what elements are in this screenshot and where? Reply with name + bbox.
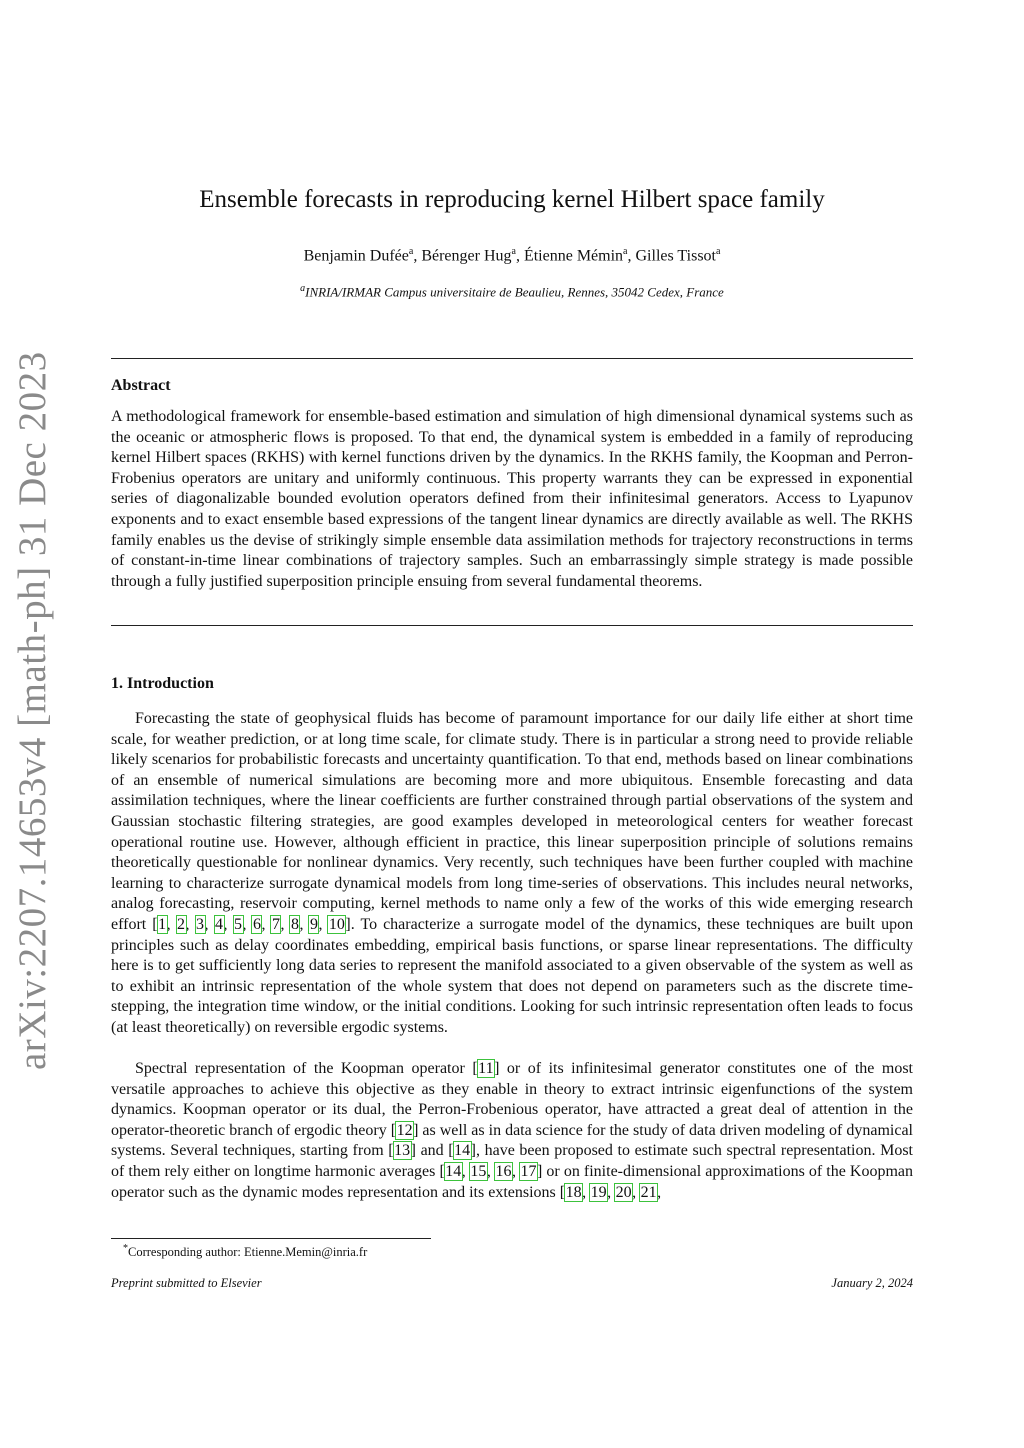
author-separator: , xyxy=(413,247,422,265)
citation-link[interactable]: 6 xyxy=(252,915,261,933)
author-separator: , xyxy=(627,247,636,265)
author-affiliation-marker: a xyxy=(511,246,516,257)
body-text: ] or of its infinitesimal generator constitutes one of the most versatile approaches to achieve this objective as they enable in theory to extract intrinsic eigenfunctions of the system dynamics. Koopman operator or its dual, the Perron-Frobenious operator, have attracted a great deal of attention in the operator-theoretic branch of ergodic theory [ xyxy=(111,1060,914,1139)
body-text: ], have been proposed to estimate such spectral representation. Most of them rely either on longtime harmonic averages [ xyxy=(111,1142,914,1180)
author-name: Gilles Tissot xyxy=(635,247,716,265)
body-text: ] and [ xyxy=(410,1142,454,1160)
arxiv-identifier-stamp: arXiv:2207.14653v4 [math-ph] 31 Dec 2023 xyxy=(11,351,54,1070)
body-text: ]. To characterize a surrogate model of the dynamics, these techniques are built upon principles such as delay coordinates embedding, empirical basis functions, or sparse linear representations. The difficulty here is to get sufficiently long data series to represent the manifold associated to a given observable of the system as well as to exhibit an intrinsic representation of the whole system that does not depend on parameters such as the discrete time-stepping, the integration time window, or the initial conditions. Looking for such intrinsic representation often leads to focus (at least theoretically) on reversible ergodic systems. xyxy=(111,915,914,1036)
citation-link[interactable]: 10 xyxy=(328,915,345,933)
citation-link[interactable]: 13 xyxy=(394,1142,411,1160)
citation-link[interactable]: 2 xyxy=(177,915,186,933)
citation-link[interactable]: 3 xyxy=(196,915,205,933)
body-text: ] as well as in data science for the study of data driven modeling of dynamical systems. Several techniques, starting from [ xyxy=(111,1121,913,1160)
citation-link[interactable]: 15 xyxy=(470,1162,487,1180)
citation-link[interactable]: 1 xyxy=(158,915,167,933)
body-text: , xyxy=(223,915,234,933)
body-text: , xyxy=(318,915,329,933)
abstract-heading: Abstract xyxy=(111,377,171,394)
citation-link[interactable]: 14 xyxy=(454,1142,471,1160)
body-text: , xyxy=(242,915,253,933)
author-affiliation-marker: a xyxy=(715,246,721,257)
body-text: , xyxy=(511,1162,521,1180)
footer-date: January 2, 2024 xyxy=(831,1276,913,1290)
citation-link[interactable]: 20 xyxy=(615,1183,632,1201)
citation-link[interactable]: 7 xyxy=(271,915,280,933)
body-text: ] or on finite-dimensional approximations of the Koopman operator such as the dynamic modes representation and its extensions [ xyxy=(111,1162,914,1201)
body-text: , xyxy=(607,1183,616,1201)
citation-link[interactable]: 11 xyxy=(478,1060,494,1077)
author-name: Bérenger Hug xyxy=(421,247,512,265)
body-text: , xyxy=(582,1183,591,1201)
body-text: , xyxy=(299,915,310,933)
body-text: Spectral representation of the Koopman operator [ xyxy=(135,1060,478,1077)
affiliation-marker: a xyxy=(300,283,306,294)
body-text: , xyxy=(632,1183,641,1201)
author-separator: , xyxy=(515,247,524,265)
author-name: Étienne Mémin xyxy=(523,247,624,265)
abstract-text: A methodological framework for ensemble-based estimation and simulation of high dimensional dynamical systems such as the oceanic or atmospheric flows is proposed. To that end, the dynamical system is embedded in a family of reproducing kernel Hilbert spaces (RKHS) with kernel functions driven by the dynamics. In the RKHS family, the Koopman and Perron-Frobenius operators are unitary and uniformly continuous. This property warrants they can be expressed in exponential series of diagonalizable bounded evolution operators defined from their infinitesimal generators. Access to Lyapunov exponents and to exact ensemble based expressions of the tangent linear dynamics are directly available as well. The RKHS family enables us the devise of strikingly simple ensemble data assimilation methods for trajectory reconstructions in terms of constant-in-time linear combinations of trajectory samples. Such an embarrassingly simple strategy is made possible through a fully justified superposition principle ensuing from several fundamental theorems. xyxy=(111,408,913,590)
affiliation xyxy=(0,283,1024,300)
body-text: , xyxy=(280,915,291,933)
introduction-paragraph-1 xyxy=(111,709,913,1039)
citation-link[interactable]: 8 xyxy=(290,915,299,933)
body-text: , xyxy=(461,1162,470,1180)
author-affiliation-marker: a xyxy=(408,246,414,257)
body-text: , xyxy=(185,915,196,933)
body-text: , xyxy=(657,1183,662,1201)
body-text: , xyxy=(204,915,215,933)
citation-link[interactable]: 5 xyxy=(234,915,242,933)
abstract-top-rule xyxy=(111,358,913,359)
body-text: , xyxy=(261,915,272,933)
introduction-paragraph-2 xyxy=(111,1059,913,1203)
paper-title: Ensemble forecasts in reproducing kernel Hilbert space family xyxy=(199,186,825,213)
introduction-heading: 1. Introduction xyxy=(111,675,214,692)
abstract-bottom-rule xyxy=(111,625,913,626)
citation-link[interactable]: 4 xyxy=(215,915,224,933)
citation-link[interactable]: 21 xyxy=(640,1183,657,1201)
footnote-marker: * xyxy=(123,1243,128,1254)
citation-link[interactable]: 17 xyxy=(520,1162,537,1180)
citation-link[interactable]: 12 xyxy=(396,1121,413,1139)
footer-preprint-note: Preprint submitted to Elsevier xyxy=(111,1276,262,1290)
author-affiliation-marker: a xyxy=(623,246,628,257)
citation-link[interactable]: 16 xyxy=(495,1162,512,1180)
citation-link[interactable]: 9 xyxy=(309,915,318,933)
affiliation-text: INRIA/IRMAR Campus universitaire de Beaulieu, Rennes, 35042 Cedex, France xyxy=(305,284,724,300)
body-text: Forecasting the state of geophysical fluids has become of paramount importance for our daily life either at short time scale, for weather prediction, or at long time scale, for climate study. There is in particular a strong need to provide reliable likely scenarios for probabilistic forecasts and uncertainty quantification. To that end, methods based on linear combinations of an ensemble of numerical simulations are becoming more and more ubiquitous. Ensemble forecasting and data assimilation techniques, where the linear coefficients are further constrained through partial observations of the system and Gaussian stochastic filtering strategies, are good examples developed in meteorological centers for weather forecast operational routine use. However, although efficient in practice, this linear superposition principle of solutions remains theoretically questionable for nonlinear dynamics. Very recently, such techniques have been further coupled with machine learning to characterize surrogate dynamical models from long time-series of observations. This includes neural networks, analog forecasting, reservoir computing, kernel methods to name only a few of the works of this wide emerging research effort [ xyxy=(111,710,913,933)
author-list xyxy=(0,246,1024,265)
body-text: , xyxy=(486,1162,495,1180)
citation-link[interactable]: 14 xyxy=(445,1162,462,1180)
footnote-rule xyxy=(111,1238,431,1239)
footnote xyxy=(123,1243,367,1260)
citation-link[interactable]: 19 xyxy=(590,1183,607,1201)
footnote-text: Corresponding author: Etienne.Memin@inria.fr xyxy=(128,1245,368,1260)
body-text: , xyxy=(166,915,177,933)
citation-link[interactable]: 18 xyxy=(565,1183,582,1201)
author-name: Benjamin Dufée xyxy=(303,247,409,265)
